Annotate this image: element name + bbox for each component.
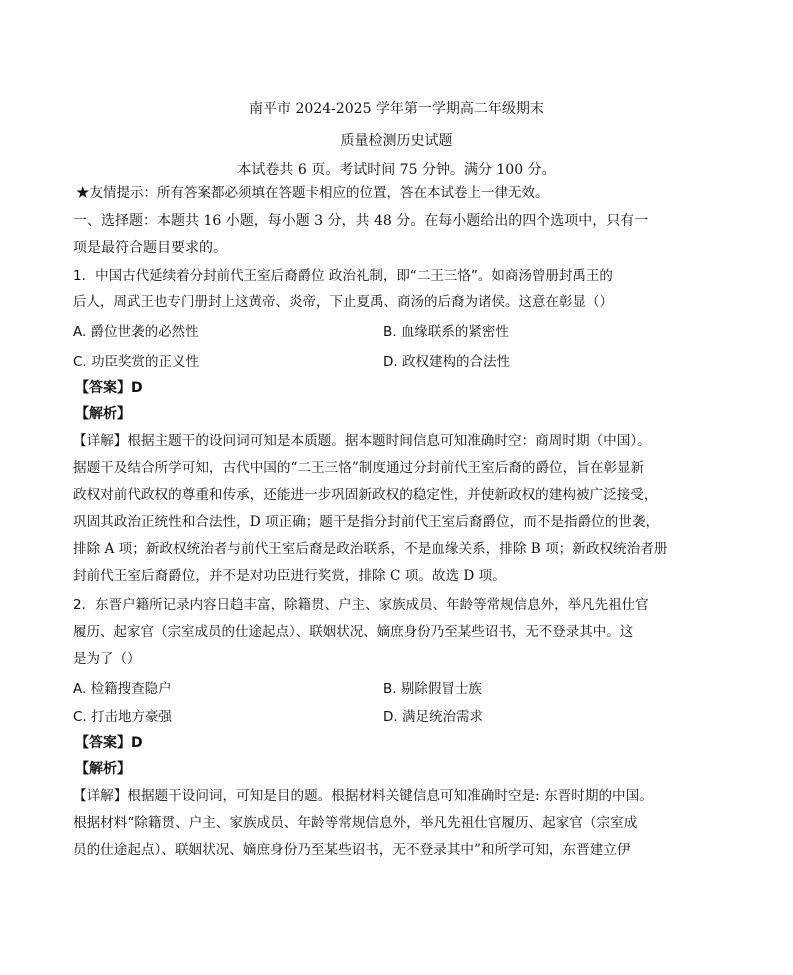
q1-detail-line: 【详解】根据主题干的设问词可知是本质题。据本题时间信息可知准确时空：商周时期（中国）。: [73, 433, 651, 449]
q1-detail-line: 排除 A 项；新政权统治者与前代王室后裔是政治联系，不是血缘关系，排除 B 项；新政权统治者册: [73, 541, 668, 557]
q2-option-d: D. 满足统治需求: [383, 709, 483, 725]
q1-detail-line: 巩固其政治正统性和合法性，D 项正确；题干是指分封前代王室后裔爵位，而不是指爵位的世袭，: [73, 514, 660, 530]
q1-option-b: B. 血缘联系的紧密性: [383, 324, 509, 340]
q2-stem-line1: 2．东晋户籍所记录内容日趋丰富，除籍贯、户主、家族成员、年龄等常规信息外，举凡先祖仕官: [73, 597, 649, 613]
exam-title: 南平市 2024-2025 学年第一学期高二年级期末: [249, 101, 544, 117]
q2-stem-line3: 是为了（）: [73, 651, 141, 667]
q2-detail-line: 员的仕途起点）、联姻状况、嫡庶身份乃至某些诏书，无不登录其中”和所学可知，东晋建立伊: [73, 842, 631, 858]
exam-subtitle: 质量检测历史试题: [340, 133, 453, 149]
q1-stem-line2: 后人，周武王也专门册封上这黄帝、炎帝，下止夏禹、商汤的后裔为诸侯。这意在彰显（）: [73, 294, 613, 310]
q1-analysis-tag: 【解析】: [75, 406, 131, 422]
exam-info: 本试卷共 6 页。考试时间 75 分钟。满分 100 分。: [237, 162, 556, 178]
q1-option-d: D. 政权建构的合法性: [383, 354, 510, 370]
q2-answer: 【答案】D: [75, 735, 143, 751]
q1-answer: 【答案】D: [75, 380, 143, 396]
q2-option-b: B. 剔除假冒士族: [383, 681, 482, 697]
section-heading-line1: 一、选择题：本题共 16 小题，每小题 3 分，共 48 分。在每小题给出的四个选项中，只有一: [73, 213, 649, 229]
q2-option-c: C. 打击地方豪强: [73, 709, 173, 725]
q2-option-a: A. 检籍搜查隐户: [73, 681, 172, 697]
q1-detail-line: 据题干及结合所学可知，古代中国的“二王三恪”制度通过分封前代王室后裔的爵位，旨在彰显新: [73, 460, 645, 476]
friendly-tip: ★友情提示：所有答案都必须填在答题卡相应的位置，答在本试卷上一律无效。: [76, 185, 549, 201]
q2-detail-line: 【详解】根据题干设问词，可知是目的题。根据材料关键信息可知准确时空是: 东晋时期的中国。: [73, 788, 653, 804]
q1-detail-line: 封前代王室后裔爵位，并不是对功臣进行奖赏，排除 C 项。故选 D 项。: [73, 568, 506, 584]
q1-option-a: A. 爵位世袭的必然性: [73, 324, 199, 340]
section-heading-line2: 项是最符合题目要求的。: [73, 240, 227, 256]
q2-detail-line: 根据材料“除籍贯、户主、家族成员、年龄等常规信息外，举凡先祖仕官履历、起家官（宗室成: [73, 815, 638, 831]
q2-stem-line2: 履历、起家官（宗室成员的仕途起点）、联姻状况、嫡庶身份乃至某些诏书，无不登录其中。这: [73, 624, 634, 640]
q2-analysis-tag: 【解析】: [75, 761, 131, 777]
q1-option-c: C. 功臣奖赏的正义性: [73, 354, 200, 370]
q1-stem-line1: 1．中国古代延续着分封前代王室后裔爵位 政治礼制，即“二王三恪”。如商汤曾册封禹王的: [73, 268, 613, 284]
q1-detail-line: 政权对前代政权的尊重和传承，还能进一步巩固新政权的稳定性，并使新政权的建构被广泛接受，: [73, 487, 658, 503]
